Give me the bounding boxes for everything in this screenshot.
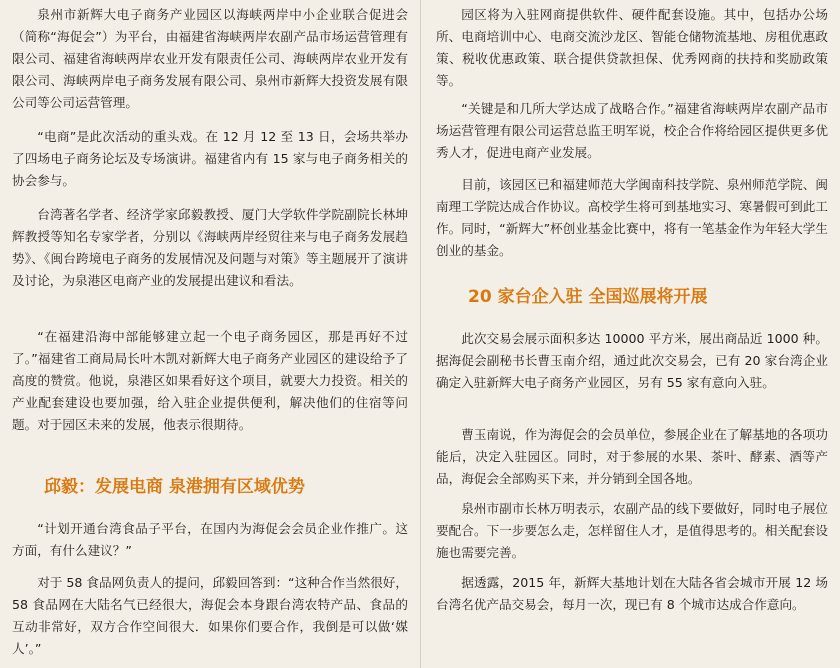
paragraph-expert-speeches: 台湾著名学者、经济学家邱毅教授、厦门大学软件学院副院长林坤辉教授等知名专家学者，分别以《海峡两岸经贸往来与电子商务发展趋势》、《闽台跨境电子商务的发展情况及问题与对策》等主题展开了演讲及讨论，为泉港区电商产业的发展提出建议和看法。 — [12, 207, 408, 288]
section-heading-taiwan-firms: 20 家台企入驻 全国巡展将开展 — [468, 287, 708, 307]
paragraph-university-cooperation: “关键是和几所大学达成了战略合作。”福建省海峡两岸农副产品市场运营管理有限公司运营总监王明军说，校企合作将给园区提供更多优秀人才，促进电商产业发展。 — [436, 101, 828, 160]
section-heading-qiu-yi: 邱毅：发展电商 泉港拥有区域优势 — [44, 477, 305, 497]
paragraph-answer: 对于 58 食品网负责人的提问，邱毅回答到：“这种合作当然很好，58 食品网在大陆名气已经很大，海促会本身跟台湾农特产品、食品的互动非常好，双方合作空间很大．如果你们要合作，我倒是可以做‘媒人’。” — [12, 575, 408, 656]
paragraph-facilities: 园区将为入驻网商提供软件、硬件配套设施。其中，包括办公场所、电商培训中心、电商交流沙龙区、智能仓储物流基地、房租优惠政策、税收优惠政策、联合提供贷款担保、优秀网商的扶持和奖励政策等。 — [436, 7, 828, 88]
paragraph-park-intro: 泉州市新辉大电子商务产业园区以海峡两岸中小企业联合促进会（简称“海促会”）为平台，由福建省海峡两岸农副产品市场运营管理有限公司、福建省海峡两岸农业开发有限责任公司、海峡两岸农业开发有限公司、海峡两岸电子商务发展有限公司、泉州市新辉大投资发展有限公司等公司运营管理。 — [12, 7, 408, 110]
paragraph-agreements: 目前，该园区已和福建师范大学闽南科技学院、泉州师范学院、闽南理工学院达成合作协议。高校学生将可到基地实习、寒暑假可到此工作。同时，“新辉大”杯创业基金比赛中，将有一笔基金作为年轻大学生创业的基金。 — [436, 177, 828, 258]
paragraph-ecommerce-forum: “电商”是此次活动的重头戏。在 12 月 12 至 13 日，会场共举办了四场电子商务论坛及专场演讲。福建省内有 15 家与电子商务相关的协会参与。 — [12, 129, 408, 188]
column-divider — [420, 0, 421, 668]
paragraph-2015-plan: 据透露，2015 年，新辉大基地计划在大陆各省会城市开展 12 场台湾名优产品交易会，每月一次，现已有 8 个城市达成合作意向。 — [436, 575, 828, 612]
paragraph-official-praise: “在福建沿海中部能够建立起一个电子商务园区，那是再好不过了。”福建省工商局局长叶木凯对新辉大电子商务产业园区的建设给予了高度的赞赏。他说，泉港区如果看好这个项目，就要大力投资。相关的产业配套建设也要加强，给入驻企业提供便利，解决他们的住宿等问题。对于园区未来的发展，他表示很期待。 — [12, 329, 408, 432]
paragraph-cao-yunan: 曹玉南说，作为海促会的会员单位，参展企业在了解基地的各项功能后，决定入驻园区。同时，对于参展的水果、茶叶、酵素、酒等产品，海促会全部购买下来，并分销到全国各地。 — [436, 427, 828, 486]
paragraph-exhibition: 此次交易会展示面积多达 10000 平方米，展出商品近 1000 种。据海促会副秘书长曹玉南介绍，通过此次交易会，已有 20 家台湾企业确定入驻新辉大电子商务产业园区，另有 55 家有意向入驻。 — [436, 331, 828, 390]
paragraph-vice-mayor: 泉州市副市长林万明表示，农副产品的线下要做好，同时电子展位要配合。下一步要怎么走，怎样留住人才，是值得思考的。相关配套设施也需要完善。 — [436, 501, 828, 560]
paragraph-question: “计划开通台湾食品子平台，在国内为海促会会员企业作推广。这方面，有什么建议？” — [12, 521, 408, 558]
